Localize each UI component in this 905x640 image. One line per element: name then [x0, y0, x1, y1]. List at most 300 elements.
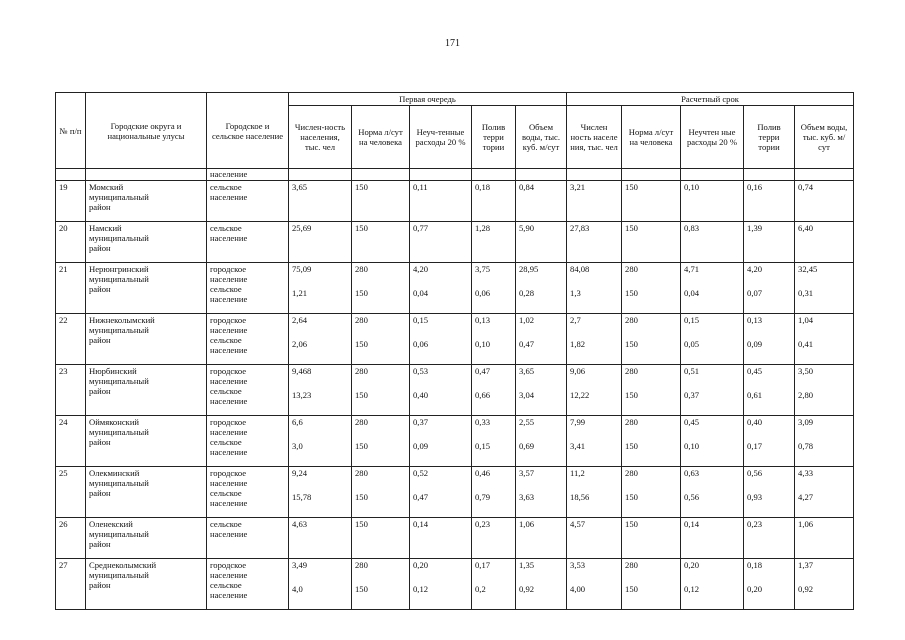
value-primary: 3,53	[570, 560, 586, 570]
value-cell	[622, 365, 681, 416]
district-name-line: муниципальный	[89, 376, 149, 386]
value-secondary: 0,56	[684, 492, 700, 502]
population-type-line: население	[210, 345, 248, 355]
value-secondary: 150	[625, 492, 638, 502]
header-g1-norm: Норма л/сут на человека	[352, 106, 410, 169]
value-cell	[567, 263, 622, 314]
value-primary: 280	[625, 417, 638, 427]
value-primary: 280	[355, 366, 368, 376]
value-secondary: 150	[355, 339, 368, 349]
header-estimated-term: Расчетный срок	[567, 93, 854, 106]
value-cell	[352, 263, 410, 314]
district-name-line: муниципальный	[89, 325, 149, 335]
value-secondary: 0,61	[747, 390, 763, 400]
value-cell	[472, 467, 516, 518]
value-primary: 0,74	[798, 182, 814, 192]
value-cell	[410, 181, 472, 222]
value-cell	[567, 416, 622, 467]
district-name-line: Нюрбинский	[89, 366, 137, 376]
value-primary: 9,468	[292, 366, 312, 376]
district-name-line: муниципальный	[89, 478, 149, 488]
value-secondary: 0,92	[798, 584, 814, 594]
value-cell	[622, 181, 681, 222]
value-secondary: 0,47	[413, 492, 429, 502]
value-cell	[681, 181, 744, 222]
value-cell	[622, 314, 681, 365]
population-type-line: городское	[210, 560, 247, 570]
value-secondary: 150	[625, 390, 638, 400]
district-name-line: Оймяконский	[89, 417, 140, 427]
value-secondary: 0,12	[684, 584, 700, 594]
value-primary: 25,69	[292, 223, 312, 233]
value-secondary: 150	[625, 339, 638, 349]
value-secondary: 0,09	[747, 339, 763, 349]
value-cell	[289, 559, 352, 610]
value-primary: 0,52	[413, 468, 429, 478]
header-num: № п/п	[56, 93, 86, 169]
value-cell	[516, 222, 567, 263]
value-primary: 3,75	[475, 264, 491, 274]
value-primary: 1,06	[519, 519, 535, 529]
value-cell	[567, 559, 622, 610]
population-type-line: сельское	[210, 223, 242, 233]
header-g1-volume: Объем воды, тыс. куб. м/сут	[516, 106, 567, 169]
value-cell	[567, 222, 622, 263]
population-type-line: городское	[210, 315, 247, 325]
value-secondary: 0,10	[684, 441, 700, 451]
value-cell	[622, 559, 681, 610]
value-cell	[795, 222, 854, 263]
value-cell	[567, 314, 622, 365]
population-type	[207, 416, 289, 467]
value-secondary: 12,22	[570, 390, 590, 400]
value-primary: 150	[355, 223, 368, 233]
value-primary: 4,20	[747, 264, 763, 274]
value-primary: 150	[625, 182, 638, 192]
population-type-line: сельское	[210, 580, 242, 590]
value-cell	[622, 467, 681, 518]
header-g2-volume: Объем воды, тыс. куб. м/сут	[795, 106, 854, 169]
population-type-line: население	[210, 396, 248, 406]
value-cell	[622, 263, 681, 314]
value-primary: 0,63	[684, 468, 700, 478]
value-cell	[472, 181, 516, 222]
population-type-line: население	[210, 529, 248, 539]
district-name-line: район	[89, 386, 111, 396]
population-type-line: население	[210, 192, 248, 202]
value-cell	[516, 559, 567, 610]
value-cell	[410, 365, 472, 416]
population-type-line: население	[210, 478, 248, 488]
value-secondary: 4,27	[798, 492, 814, 502]
population-type-line: сельское	[210, 437, 242, 447]
value-cell	[289, 314, 352, 365]
value-cell	[472, 263, 516, 314]
value-primary: 280	[625, 315, 638, 325]
district-name-line: район	[89, 539, 111, 549]
value-cell	[410, 559, 472, 610]
district-name	[86, 263, 207, 314]
district-name-line: Нерюнгринский	[89, 264, 149, 274]
value-cell	[681, 467, 744, 518]
value-cell	[681, 314, 744, 365]
value-cell	[352, 467, 410, 518]
value-primary: 9,24	[292, 468, 308, 478]
value-cell	[744, 181, 795, 222]
value-primary: 3,50	[798, 366, 814, 376]
value-cell	[744, 263, 795, 314]
value-primary: 0,15	[684, 315, 700, 325]
value-cell	[795, 314, 854, 365]
value-primary: 2,7	[570, 315, 581, 325]
value-primary: 0,47	[475, 366, 491, 376]
population-type-line: сельское	[210, 284, 242, 294]
district-name-line: район	[89, 284, 111, 294]
population-type-line: население	[210, 447, 248, 457]
value-cell	[472, 365, 516, 416]
population-type-line: сельское	[210, 519, 242, 529]
value-secondary: 0,28	[519, 288, 535, 298]
value-secondary: 0,37	[684, 390, 700, 400]
value-primary: 0,20	[684, 560, 700, 570]
value-secondary: 4,0	[292, 584, 303, 594]
value-primary: 5,90	[519, 223, 535, 233]
population-type-line: население	[210, 427, 248, 437]
value-secondary: 2,80	[798, 390, 814, 400]
header-g2-norm: Норма л/сут на человека	[622, 106, 681, 169]
value-secondary: 0,2	[475, 584, 486, 594]
district-name-line: муниципальный	[89, 274, 149, 284]
population-type-line: население	[210, 274, 248, 284]
value-primary: 27,83	[570, 223, 590, 233]
value-cell	[795, 416, 854, 467]
value-cell	[795, 365, 854, 416]
table-row	[56, 263, 854, 314]
district-name-line: район	[89, 335, 111, 345]
district-name-line: Олекминский	[89, 468, 140, 478]
value-primary: 0,46	[475, 468, 491, 478]
value-cell	[622, 416, 681, 467]
continued-text: население	[207, 169, 289, 181]
value-cell	[472, 559, 516, 610]
row-number: 23	[56, 365, 86, 416]
district-name-line: муниципальный	[89, 570, 149, 580]
value-primary: 280	[355, 468, 368, 478]
value-primary: 4,33	[798, 468, 814, 478]
value-secondary: 150	[355, 492, 368, 502]
value-primary: 1,04	[798, 315, 814, 325]
district-name	[86, 314, 207, 365]
population-type-line: население	[210, 498, 248, 508]
population-type-line: городское	[210, 417, 247, 427]
population-type-line: население	[210, 570, 248, 580]
table-row	[56, 518, 854, 559]
value-cell	[681, 365, 744, 416]
district-name	[86, 559, 207, 610]
value-cell	[289, 365, 352, 416]
value-primary: 0,33	[475, 417, 491, 427]
value-cell	[795, 263, 854, 314]
value-secondary: 0,15	[475, 441, 491, 451]
value-secondary: 13,23	[292, 390, 312, 400]
value-primary: 280	[625, 560, 638, 570]
value-primary: 0,23	[747, 519, 763, 529]
district-name-line: Момский	[89, 182, 124, 192]
value-primary: 150	[355, 182, 368, 192]
value-primary: 1,06	[798, 519, 814, 529]
district-name-line: район	[89, 488, 111, 498]
district-name-line: муниципальный	[89, 192, 149, 202]
value-cell	[681, 416, 744, 467]
value-cell	[622, 518, 681, 559]
value-cell	[289, 222, 352, 263]
value-primary: 32,45	[798, 264, 818, 274]
value-cell	[744, 559, 795, 610]
value-secondary: 0,79	[475, 492, 491, 502]
value-primary: 0,17	[475, 560, 491, 570]
value-cell	[289, 181, 352, 222]
value-cell	[744, 222, 795, 263]
value-primary: 0,13	[747, 315, 763, 325]
value-cell	[472, 518, 516, 559]
value-cell	[795, 559, 854, 610]
header-row-groups	[56, 93, 854, 106]
value-primary: 0,45	[747, 366, 763, 376]
value-primary: 3,09	[798, 417, 814, 427]
header-g1-unaccounted: Неуч-тенные расходы 20 %	[410, 106, 472, 169]
value-primary: 280	[355, 315, 368, 325]
value-secondary: 0,47	[519, 339, 535, 349]
value-cell	[352, 518, 410, 559]
value-secondary: 0,78	[798, 441, 814, 451]
value-primary: 0,11	[413, 182, 428, 192]
value-cell	[744, 518, 795, 559]
value-secondary: 150	[625, 288, 638, 298]
district-name	[86, 467, 207, 518]
value-primary: 280	[355, 264, 368, 274]
district-name-line: Нижнеколымский	[89, 315, 155, 325]
value-cell	[567, 467, 622, 518]
value-cell	[744, 365, 795, 416]
value-primary: 150	[625, 519, 638, 529]
value-primary: 0,13	[475, 315, 491, 325]
district-name-line: муниципальный	[89, 233, 149, 243]
header-first-stage: Первая очередь	[289, 93, 567, 106]
value-primary: 1,02	[519, 315, 535, 325]
value-primary: 1,35	[519, 560, 535, 570]
value-primary: 150	[625, 223, 638, 233]
row-number: 21	[56, 263, 86, 314]
header-g2-unaccounted: Неучтен ные расходы 20 %	[681, 106, 744, 169]
value-cell	[516, 314, 567, 365]
population-type	[207, 181, 289, 222]
population-type	[207, 518, 289, 559]
value-primary: 3,49	[292, 560, 308, 570]
value-primary: 1,37	[798, 560, 814, 570]
value-primary: 0,10	[684, 182, 700, 192]
value-secondary: 0,05	[684, 339, 700, 349]
value-primary: 3,65	[519, 366, 535, 376]
population-type-line: сельское	[210, 335, 242, 345]
header-g2-population: Числен ность населе ния, тыс. чел	[567, 106, 622, 169]
value-primary: 1,28	[475, 223, 491, 233]
district-name	[86, 416, 207, 467]
value-cell	[352, 365, 410, 416]
district-name-line: район	[89, 580, 111, 590]
value-cell	[410, 222, 472, 263]
value-secondary: 0,09	[413, 441, 429, 451]
value-secondary: 3,0	[292, 441, 303, 451]
value-secondary: 0,93	[747, 492, 763, 502]
district-name-line: Намский	[89, 223, 122, 233]
value-cell	[516, 263, 567, 314]
value-secondary: 0,06	[475, 288, 491, 298]
population-type	[207, 365, 289, 416]
value-secondary: 15,78	[292, 492, 312, 502]
value-cell	[795, 467, 854, 518]
value-secondary: 0,10	[475, 339, 491, 349]
value-cell	[352, 222, 410, 263]
value-primary: 0,23	[475, 519, 491, 529]
population-type-line: население	[210, 376, 248, 386]
district-name-line: Среднеколымский	[89, 560, 157, 570]
value-primary: 4,63	[292, 519, 308, 529]
value-cell	[567, 518, 622, 559]
population-type-line: население	[210, 590, 248, 600]
value-cell	[289, 467, 352, 518]
header-g2-watering: Полив терри тории	[744, 106, 795, 169]
row-number: 22	[56, 314, 86, 365]
value-cell	[744, 467, 795, 518]
header-g1-watering: Полив терри тории	[472, 106, 516, 169]
value-cell	[516, 181, 567, 222]
value-cell	[744, 416, 795, 467]
water-consumption-table	[55, 92, 854, 610]
table-row	[56, 365, 854, 416]
value-secondary: 150	[355, 584, 368, 594]
value-primary: 0,83	[684, 223, 700, 233]
continued-row	[56, 169, 854, 181]
value-cell	[352, 559, 410, 610]
value-primary: 3,65	[292, 182, 308, 192]
value-secondary: 0,17	[747, 441, 763, 451]
value-secondary: 150	[355, 441, 368, 451]
value-primary: 0,14	[684, 519, 700, 529]
value-cell	[795, 518, 854, 559]
population-type-line: население	[210, 233, 248, 243]
value-secondary: 0,41	[798, 339, 814, 349]
value-secondary: 0,07	[747, 288, 763, 298]
value-primary: 280	[625, 468, 638, 478]
value-secondary: 150	[355, 288, 368, 298]
district-name	[86, 365, 207, 416]
value-cell	[472, 416, 516, 467]
value-secondary: 1,82	[570, 339, 586, 349]
value-cell	[410, 416, 472, 467]
value-cell	[622, 222, 681, 263]
value-primary: 4,20	[413, 264, 429, 274]
value-primary: 280	[625, 264, 638, 274]
value-cell	[289, 416, 352, 467]
value-primary: 9,06	[570, 366, 586, 376]
district-name	[86, 222, 207, 263]
value-cell	[681, 263, 744, 314]
value-secondary: 0,92	[519, 584, 535, 594]
value-cell	[681, 518, 744, 559]
population-type	[207, 467, 289, 518]
value-cell	[352, 314, 410, 365]
district-name-line: Оленекский	[89, 519, 133, 529]
value-secondary: 0,69	[519, 441, 535, 451]
value-cell	[744, 314, 795, 365]
population-type-line: сельское	[210, 182, 242, 192]
value-cell	[795, 181, 854, 222]
value-primary: 280	[355, 560, 368, 570]
population-type	[207, 314, 289, 365]
table-row	[56, 181, 854, 222]
value-primary: 11,2	[570, 468, 585, 478]
value-cell	[289, 263, 352, 314]
district-name-line: муниципальный	[89, 427, 149, 437]
value-primary: 3,21	[570, 182, 586, 192]
population-type-line: городское	[210, 366, 247, 376]
population-type-line: городское	[210, 264, 247, 274]
value-cell	[516, 365, 567, 416]
value-primary: 0,56	[747, 468, 763, 478]
table-row	[56, 314, 854, 365]
value-primary: 84,08	[570, 264, 590, 274]
value-primary: 0,37	[413, 417, 429, 427]
value-cell	[410, 467, 472, 518]
row-number: 27	[56, 559, 86, 610]
table-body	[56, 169, 854, 610]
row-number: 20	[56, 222, 86, 263]
value-secondary: 0,40	[413, 390, 429, 400]
value-cell	[352, 416, 410, 467]
value-secondary: 0,20	[747, 584, 763, 594]
page-number: 171	[445, 38, 460, 49]
header-g1-population: Числен-ность населения, тыс. чел	[289, 106, 352, 169]
district-name-line: район	[89, 243, 111, 253]
value-secondary: 18,56	[570, 492, 590, 502]
population-type	[207, 263, 289, 314]
value-primary: 0,77	[413, 223, 429, 233]
value-primary: 280	[625, 366, 638, 376]
value-secondary: 0,04	[413, 288, 429, 298]
value-primary: 0,18	[747, 560, 763, 570]
value-cell	[410, 314, 472, 365]
population-type	[207, 559, 289, 610]
district-name-line: район	[89, 202, 111, 212]
value-cell	[472, 314, 516, 365]
value-secondary: 0,06	[413, 339, 429, 349]
value-cell	[681, 222, 744, 263]
value-cell	[410, 263, 472, 314]
header-district: Городские округа и национальные улусы	[86, 93, 207, 169]
value-secondary: 3,63	[519, 492, 535, 502]
table-row	[56, 467, 854, 518]
district-name	[86, 518, 207, 559]
row-number: 19	[56, 181, 86, 222]
value-primary: 0,84	[519, 182, 535, 192]
value-primary: 2,55	[519, 417, 535, 427]
value-primary: 0,20	[413, 560, 429, 570]
value-primary: 1,39	[747, 223, 763, 233]
population-type-line: сельское	[210, 488, 242, 498]
value-secondary: 3,04	[519, 390, 535, 400]
value-primary: 7,99	[570, 417, 586, 427]
population-type-line: население	[210, 325, 248, 335]
